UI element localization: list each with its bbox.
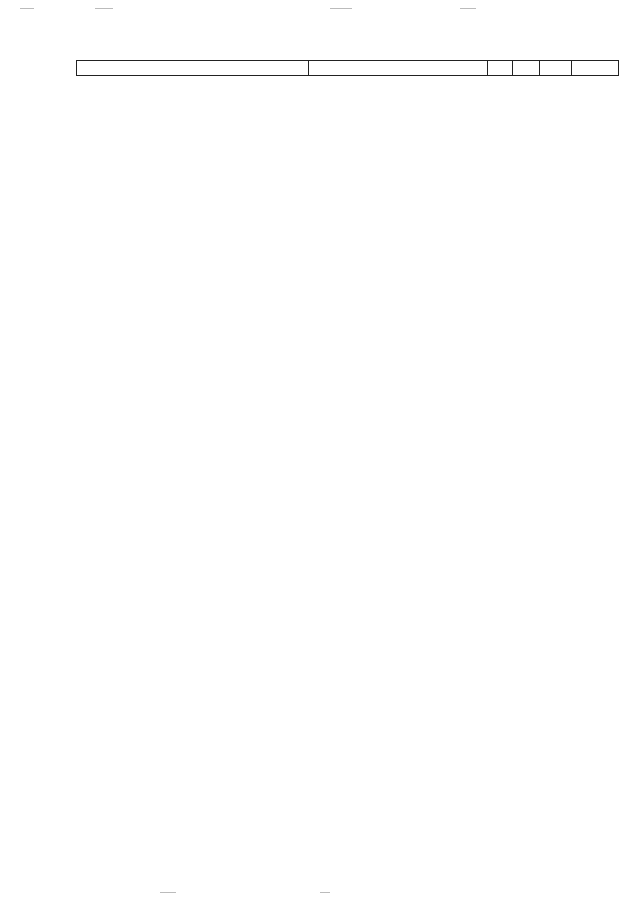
header-col-2 [309,61,488,75]
header-col-5 [540,61,572,75]
header-col-3 [488,61,513,75]
header-col-6 [572,61,620,75]
header-col-1 [77,61,309,75]
header-col-4 [513,61,540,75]
table-header [76,60,619,76]
